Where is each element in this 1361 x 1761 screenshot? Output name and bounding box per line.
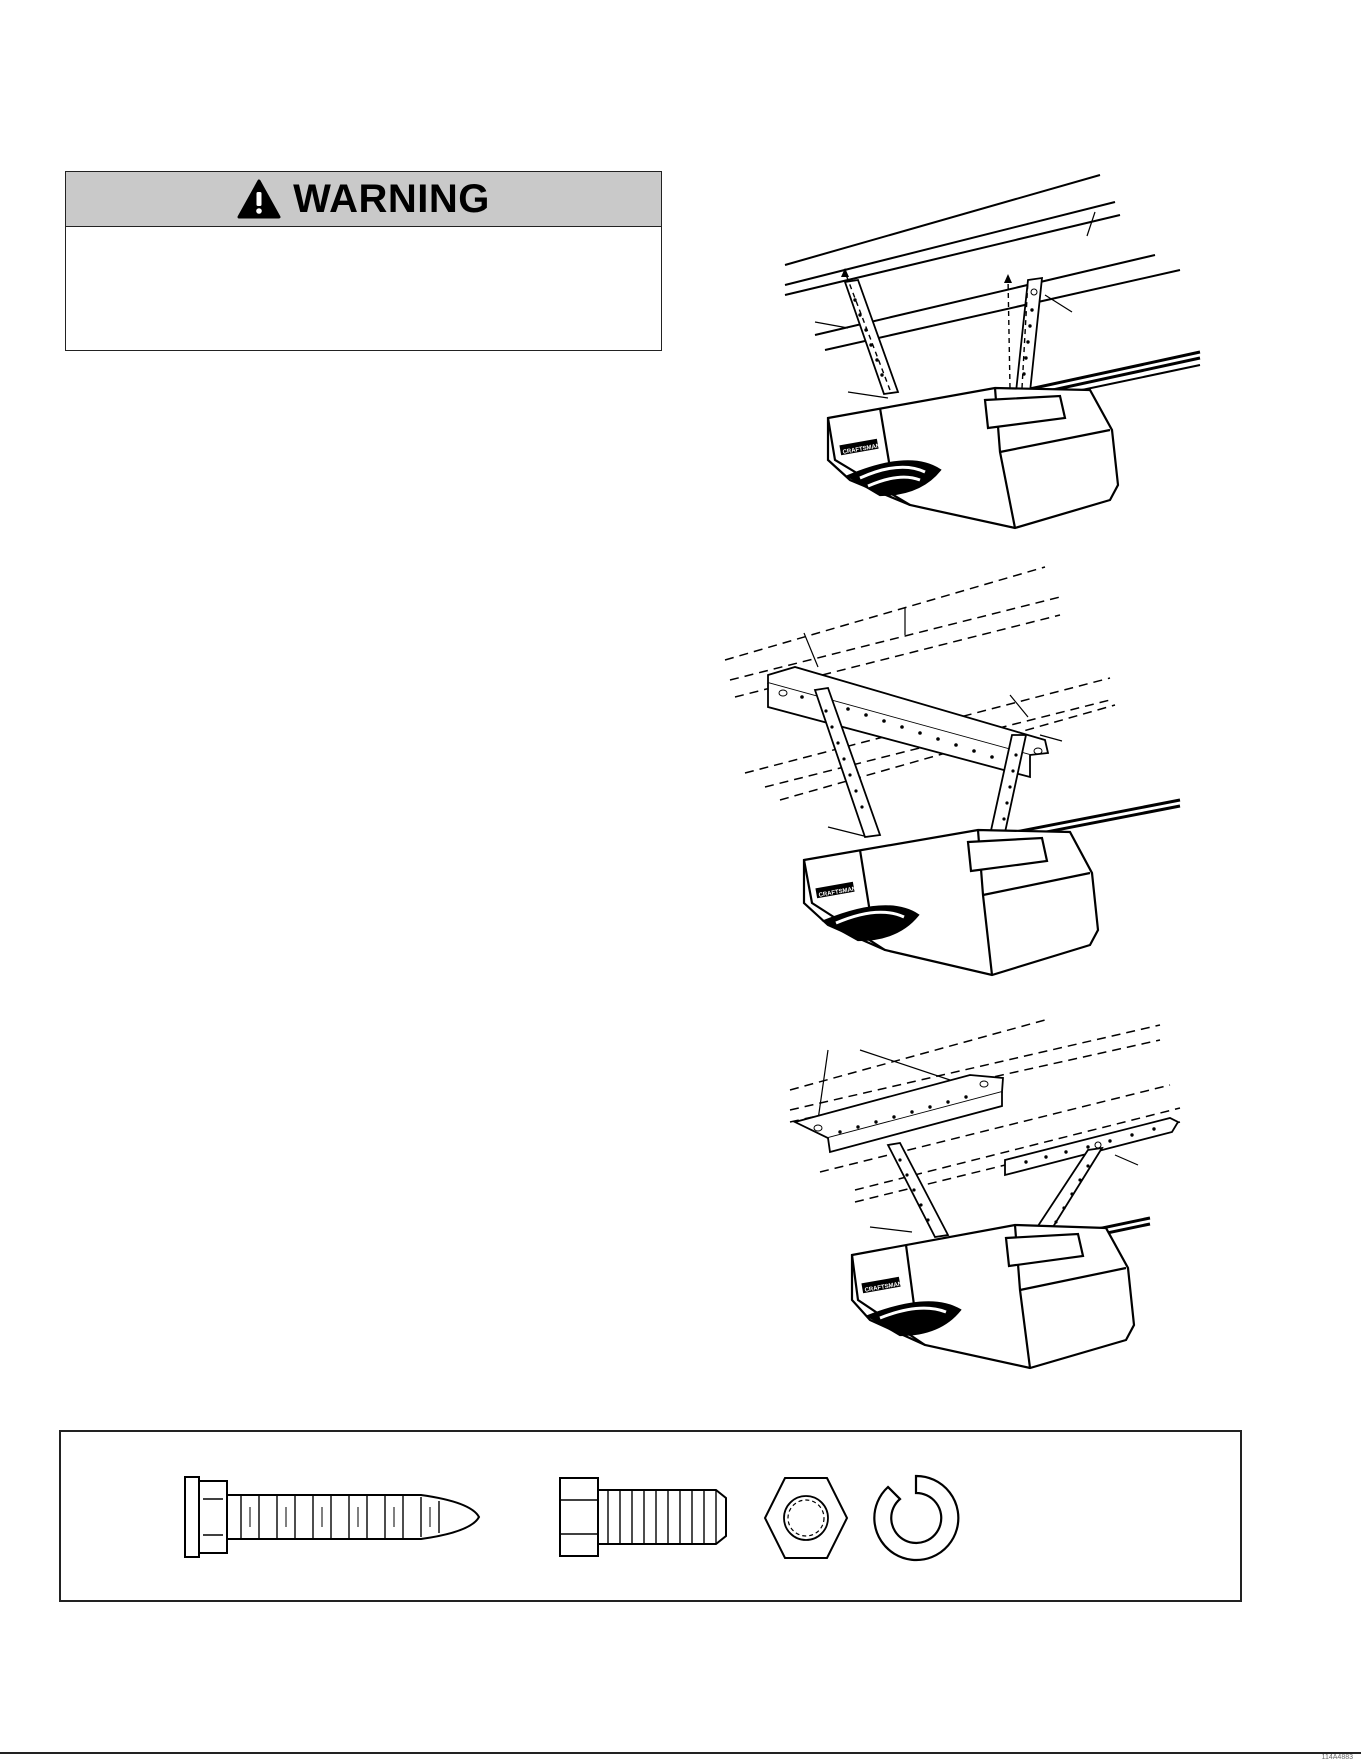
warning-title: WARNING	[293, 177, 490, 221]
lock-washer-icon	[866, 1470, 966, 1566]
warning-box	[65, 171, 662, 351]
figure-opener-angle-iron-mount	[720, 555, 1200, 995]
opener-motor-unit	[852, 1225, 1134, 1368]
lag-screw-icon	[181, 1467, 491, 1567]
warning-body	[66, 227, 661, 351]
opener-motor-unit	[804, 830, 1098, 975]
brand-mark: CRAFTSMAN	[842, 443, 881, 456]
hardware-box	[59, 1430, 1242, 1602]
brand-mark: CRAFTSMAN	[818, 886, 857, 899]
hanging-straps	[845, 278, 1042, 394]
bottom-rule	[0, 1752, 1361, 1754]
opener-motor-unit	[828, 388, 1118, 528]
alert-triangle-icon	[237, 179, 281, 219]
hex-bolt-icon	[556, 1470, 746, 1564]
brand-mark: CRAFTSMAN	[864, 1281, 903, 1294]
figure-opener-joist-mount	[760, 160, 1220, 550]
footer-code: 114A4883	[1321, 1754, 1353, 1761]
angle-iron-left	[795, 1075, 1003, 1152]
figure-opener-two-angle-iron-mount	[770, 1010, 1210, 1390]
hex-nut-icon	[761, 1474, 851, 1562]
warning-header	[66, 172, 661, 227]
